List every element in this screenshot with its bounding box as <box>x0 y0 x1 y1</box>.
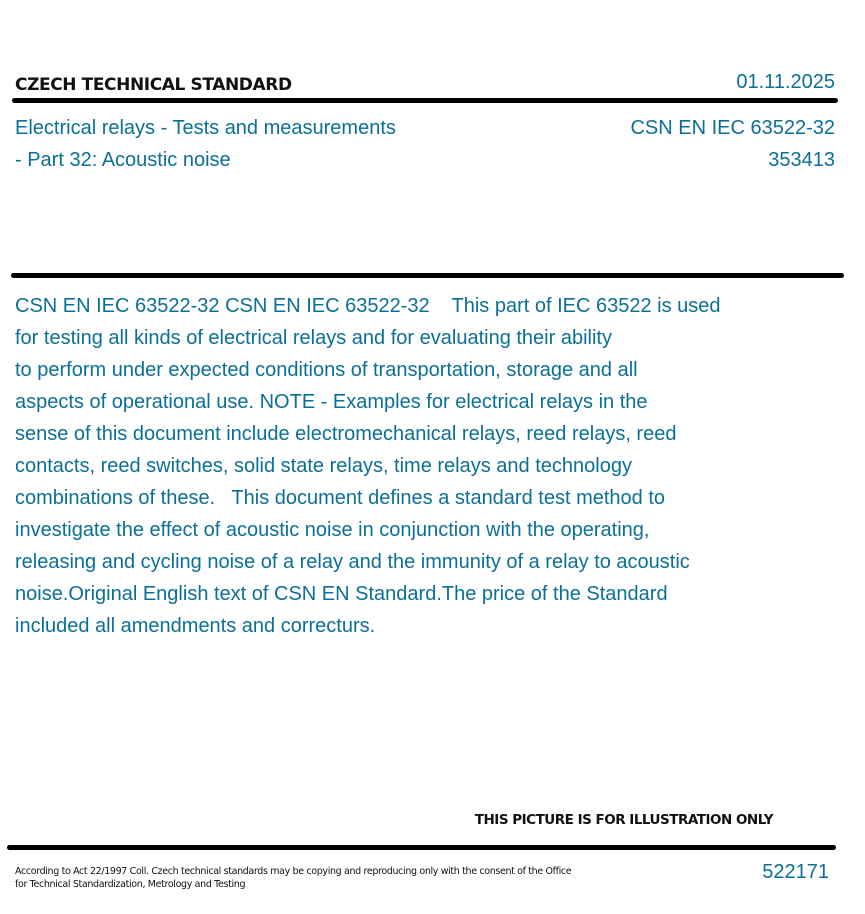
standard-number: 353413 <box>768 149 835 171</box>
legal-line-1: According to Act 22/1997 Coll. Czech technical standards may be copying and reproducing only with the consent of the Office <box>15 866 572 877</box>
abstract-line: releasing and cycling noise of a relay and the immunity of a relay to acoustic <box>15 551 690 573</box>
abstract-line: to perform under expected conditions of transportation, storage and all <box>15 359 638 381</box>
abstract-line: contacts, reed switches, solid state relays, time relays and technology <box>15 455 632 477</box>
abstract-line: CSN EN IEC 63522-32 CSN EN IEC 63522-32 This part of IEC 63522 is used <box>15 295 721 317</box>
abstract-text <box>15 290 795 642</box>
illustration-note: THIS PICTURE IS FOR ILLUSTRATION ONLY <box>474 812 773 828</box>
issue-date: 01.11.2025 <box>736 71 835 93</box>
abstract-line: sense of this document include electromechanical relays, reed relays, reed <box>15 423 677 445</box>
legal-notice <box>15 865 571 891</box>
abstract-line: investigate the effect of acoustic noise in conjunction with the operating, <box>15 519 650 541</box>
footer-divider <box>7 845 836 850</box>
standard-title-line-1: Electrical relays - Tests and measurements <box>15 117 396 139</box>
abstract-divider <box>11 273 844 278</box>
abstract-line: noise.Original English text of CSN EN Standard.The price of the Standard <box>15 583 668 605</box>
standard-code: CSN EN IEC 63522-32 <box>630 117 835 139</box>
abstract-line: included all amendments and correcturs. <box>15 615 376 637</box>
document-heading: CZECH TECHNICAL STANDARD <box>15 75 292 95</box>
catalog-number: 522171 <box>762 861 829 883</box>
legal-line-2: for Technical Standardization, Metrology and Testing <box>15 879 246 890</box>
abstract-line: for testing all kinds of electrical relays and for evaluating their ability <box>15 327 612 349</box>
abstract-line: aspects of operational use. NOTE - Examples for electrical relays in the <box>15 391 648 413</box>
abstract-line: combinations of these. This document defines a standard test method to <box>15 487 666 509</box>
standard-title-line-2: - Part 32: Acoustic noise <box>15 149 231 171</box>
header-divider <box>12 98 838 103</box>
